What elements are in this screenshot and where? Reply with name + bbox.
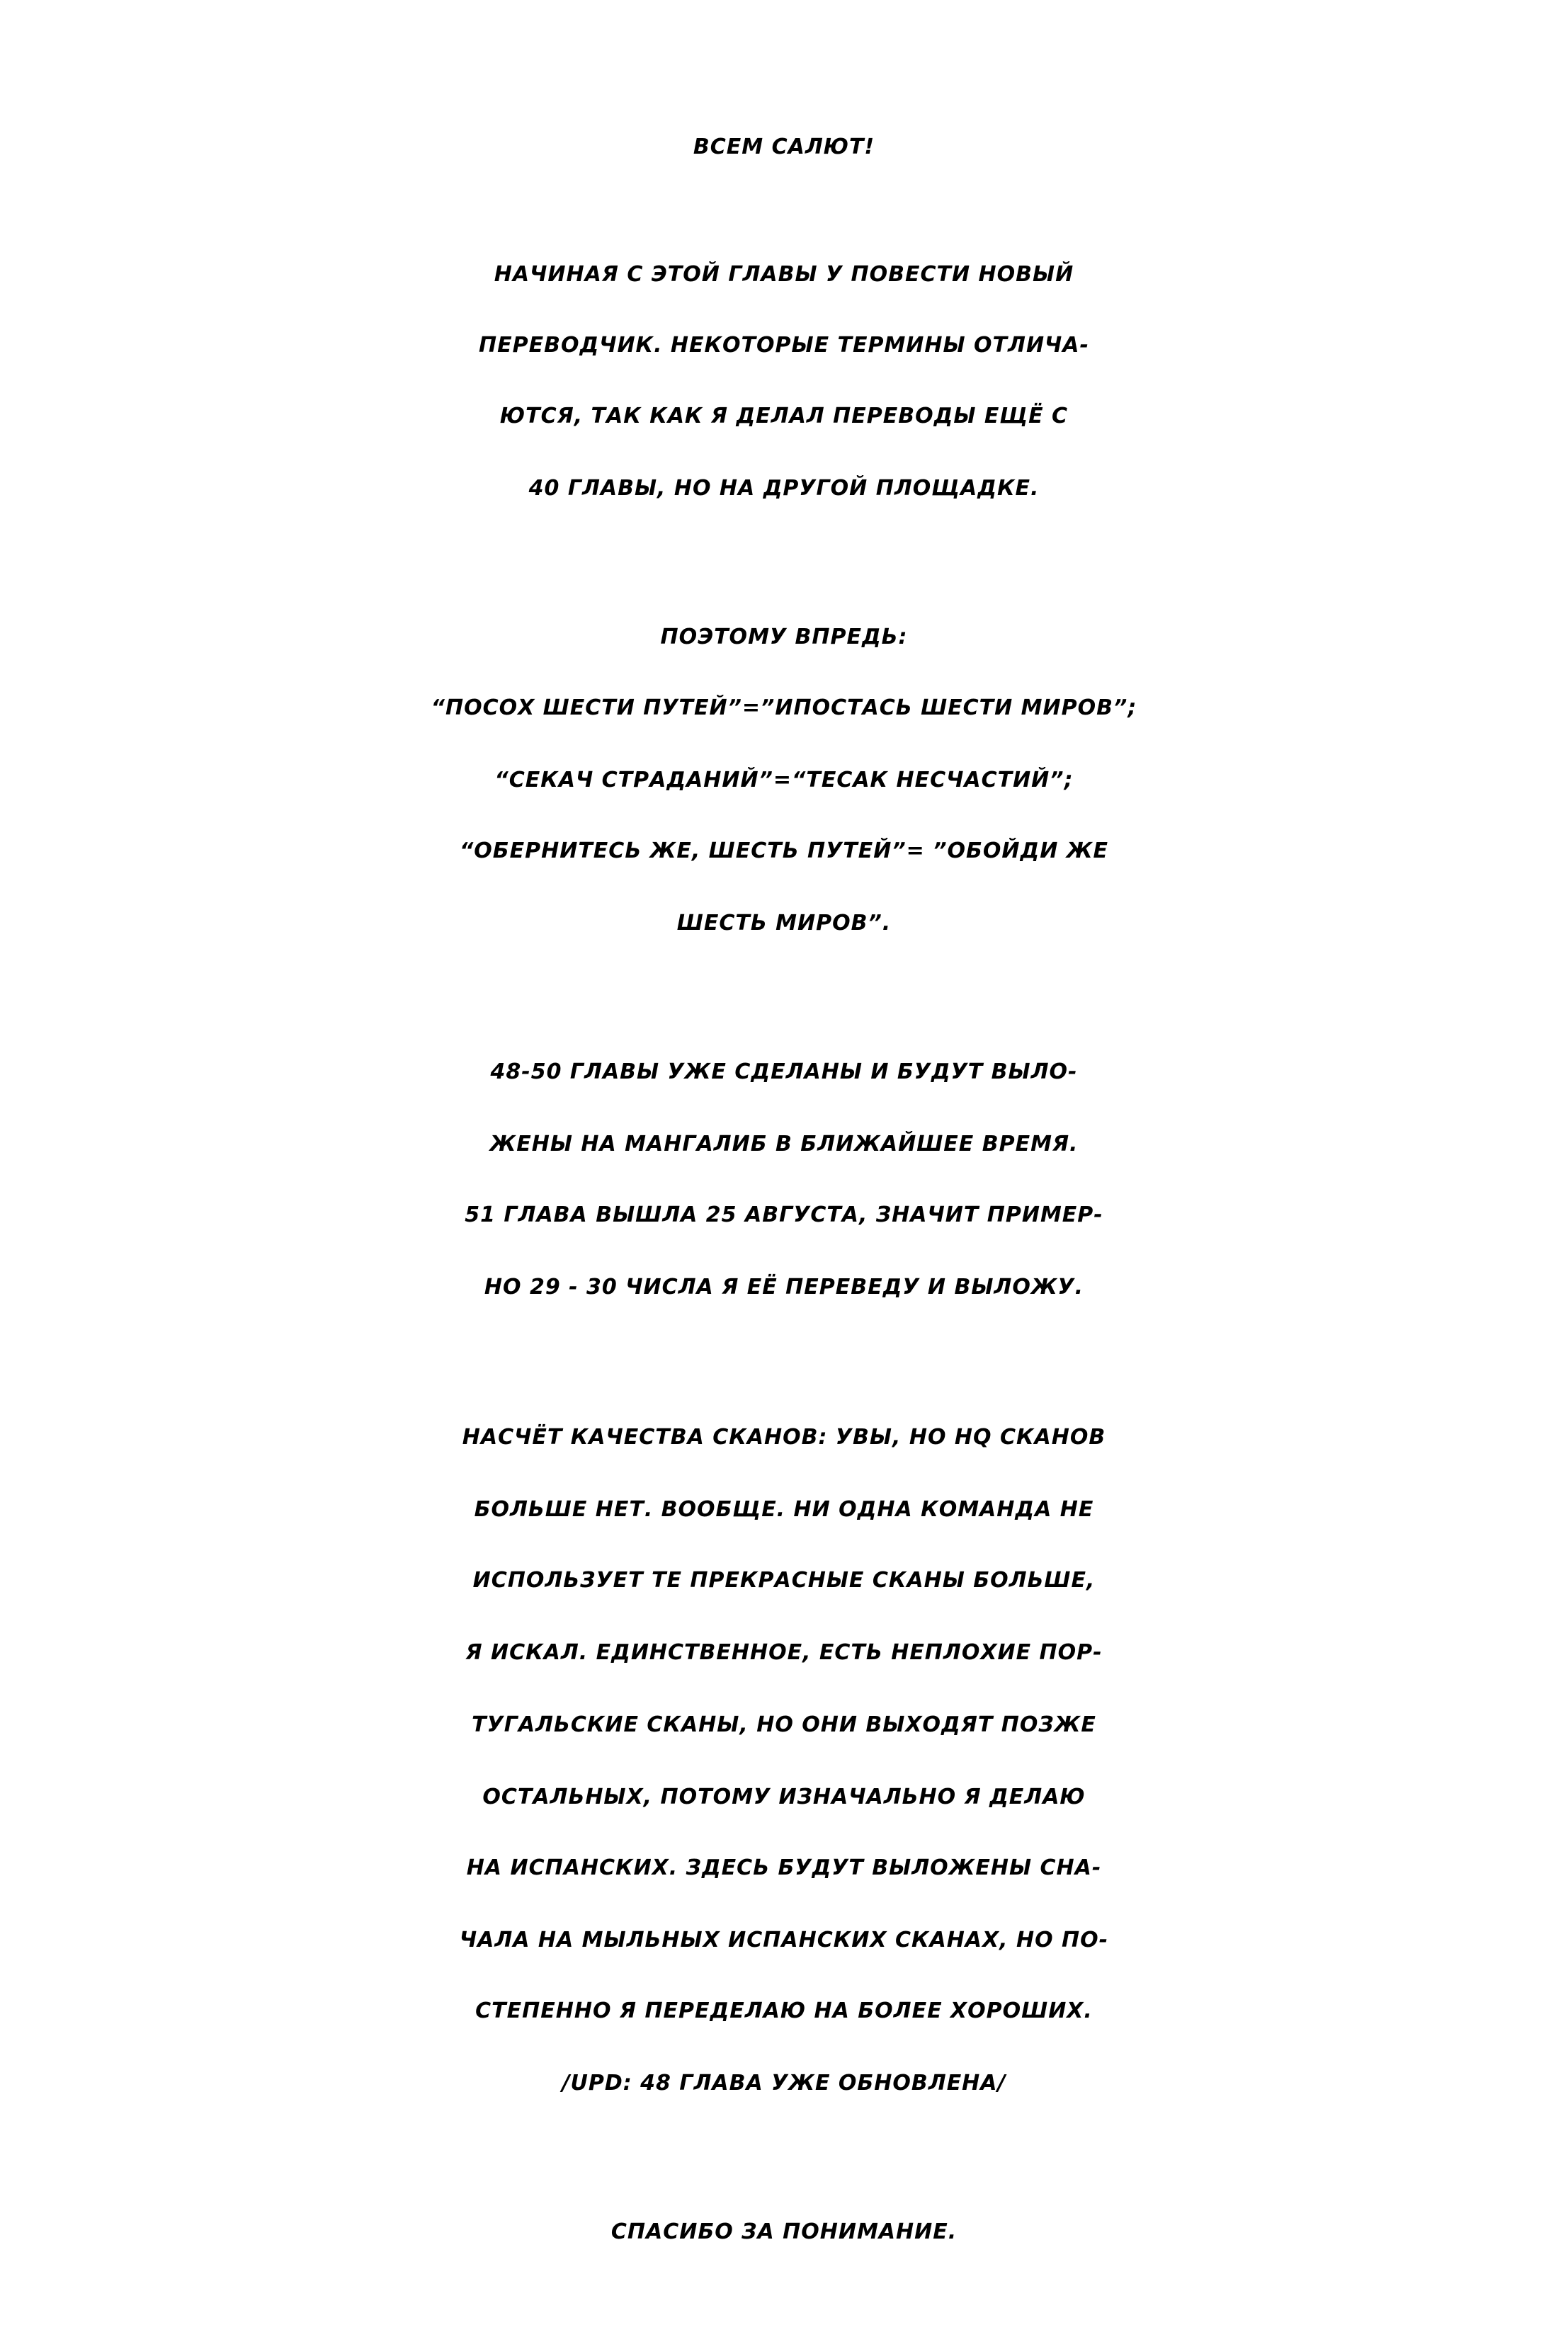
paragraph-4-line-2: БОЛЬШЕ НЕТ. ВООБЩЕ. НИ ОДНА КОМАНДА НЕ: [474, 1497, 1094, 1522]
paragraph-3-line-1: 48-50 ГЛАВЫ УЖЕ СДЕЛАНЫ И БУДУТ ВЫЛО-: [490, 1059, 1078, 1084]
paragraph-4-line-3: ИСПОЛЬЗУЕТ ТЕ ПРЕКРАСНЫЕ СКАНЫ БОЛЬШЕ,: [472, 1568, 1096, 1593]
paragraph-4-line-10: /UPD: 48 ГЛАВА УЖЕ ОБНОВЛЕНА/: [562, 2071, 1006, 2096]
paragraph-2-line-5: ШЕСТЬ МИРОВ”.: [676, 911, 892, 936]
paragraph-4-line-8: ЧАЛА НА МЫЛЬНЫХ ИСПАНСКИХ СКАНАХ, НО ПО-: [459, 1928, 1109, 1952]
greeting: ВСЕМ САЛЮТ!: [693, 135, 875, 159]
paragraph-2-line-2: “ПОСОХ ШЕСТИ ПУТЕЙ”=”ИПОСТАСЬ ШЕСТИ МИРОВ”;: [431, 695, 1137, 720]
paragraph-3-line-4: НО 29 - 30 ЧИСЛА Я ЕЁ ПЕРЕВЕДУ И ВЫЛОЖУ.: [484, 1275, 1084, 1300]
paragraph-4-line-7: НА ИСПАНСКИХ. ЗДЕСЬ БУДУТ ВЫЛОЖЕНЫ СНА-: [466, 1855, 1102, 1880]
paragraph-4-line-5: ТУГАЛЬСКИЕ СКАНЫ, НО ОНИ ВЫХОДЯТ ПОЗЖЕ: [472, 1712, 1096, 1737]
paragraph-1-line-4: 40 ГЛАВЫ, НО НА ДРУГОЙ ПЛОЩАДКЕ.: [528, 476, 1040, 501]
paragraph-2-line-3: “СЕКАЧ СТРАДАНИЙ”=“ТЕСАК НЕСЧАСТИЙ”;: [494, 768, 1074, 792]
paragraph-3-line-2: ЖЕНЫ НА МАНГАЛИБ В БЛИЖАЙШЕЕ ВРЕМЯ.: [489, 1132, 1079, 1156]
paragraph-1-line-1: НАЧИНАЯ С ЭТОЙ ГЛАВЫ У ПОВЕСТИ НОВЫЙ: [494, 262, 1074, 287]
paragraph-4-line-6: ОСТАЛЬНЫХ, ПОТОМУ ИЗНАЧАЛЬНО Я ДЕЛАЮ: [482, 1785, 1086, 1809]
paragraph-3-line-3: 51 ГЛАВА ВЫШЛА 25 АВГУСТА, ЗНАЧИТ ПРИМЕР-: [465, 1202, 1103, 1227]
paragraph-1-line-3: ЮТСЯ, ТАК КАК Я ДЕЛАЛ ПЕРЕВОДЫ ЕЩЁ С: [499, 404, 1069, 428]
paragraph-4-line-4: Я ИСКАЛ. ЕДИНСТВЕННОЕ, ЕСТЬ НЕПЛОХИЕ ПОР-: [465, 1640, 1103, 1665]
paragraph-4-line-9: СТЕПЕННО Я ПЕРЕДЕЛАЮ НА БОЛЕЕ ХОРОШИХ.: [475, 1998, 1093, 2023]
paragraph-1-line-2: ПЕРЕВОДЧИК. НЕКОТОРЫЕ ТЕРМИНЫ ОТЛИЧА-: [479, 333, 1089, 358]
paragraph-2-line-1: ПОЭТОМУ ВПРЕДЬ:: [660, 625, 908, 649]
paragraph-2-line-4: “ОБЕРНИТЕСЬ ЖЕ, ШЕСТЬ ПУТЕЙ”= ”ОБОЙДИ ЖЕ: [459, 838, 1109, 863]
paragraph-4-line-1: НАСЧЁТ КАЧЕСТВА СКАНОВ: УВЫ, НО HQ СКАНОВ: [462, 1425, 1106, 1450]
closing-line: СПАСИБО ЗА ПОНИМАНИЕ.: [610, 2219, 958, 2244]
